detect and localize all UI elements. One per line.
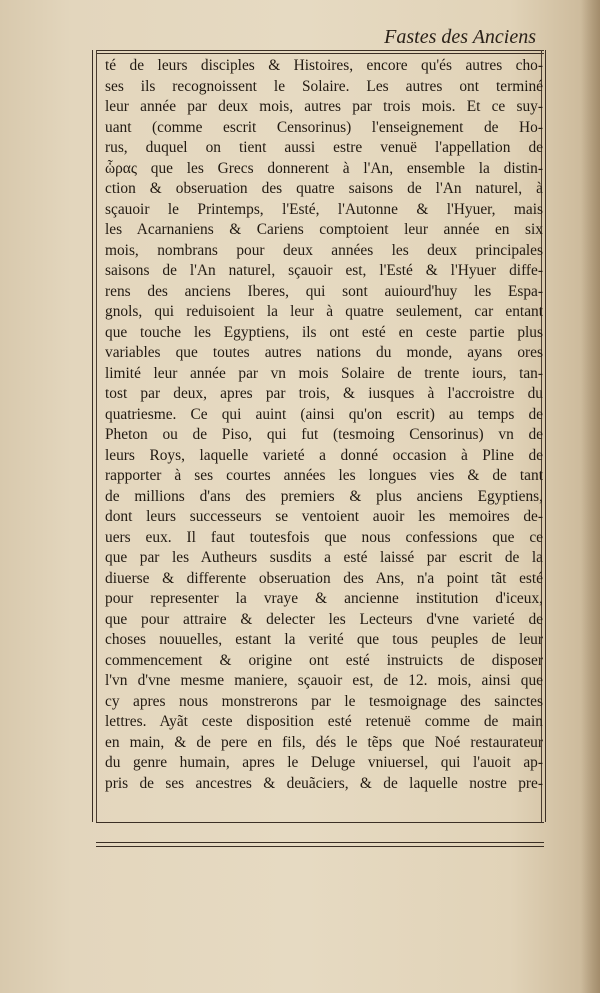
- text-line: que touche les Egyptiens, ils ont esté en ceste partie plus: [105, 323, 543, 341]
- text-line: mois, nombrans pour deux années les deux principales: [105, 241, 543, 259]
- footer-rule: [96, 822, 544, 823]
- text-line: commencement & origine ont esté instruicts de disposer: [105, 651, 543, 669]
- text-line: rens des anciens Iberes, qui sont auiourd'huy les Espa-: [105, 282, 543, 300]
- text-line: dont leurs successeurs se ventoient auoir les memoires de-: [105, 508, 543, 525]
- text-line: lettres. Ayãt ceste disposition esté retenuë comme de main: [105, 713, 543, 730]
- text-line: limité leur année par vn mois Solaire de trente iours, tan-: [105, 364, 543, 382]
- text-line: choses nouuelles, estant la verité que tous peuples de leur: [105, 631, 543, 648]
- text-line: que par les Autheurs susdits a esté laissé par escrit de la: [105, 549, 543, 566]
- text-line: les Acarnaniens & Cariens comptoient leur année en six: [105, 221, 543, 238]
- text-line: quatriesme. Ce qui auint (ainsi qu'on escrit) au temps de: [105, 405, 543, 423]
- text-line: que pour attraire & delecter les Lecteurs d'vne varieté de: [105, 610, 543, 628]
- text-line: cy apres nous monstrerons par le tesmoignage des sainctes: [105, 692, 543, 710]
- text-line: leur année par deux mois, autres par trois mois. Et ce suy-: [105, 98, 543, 115]
- page-edge-shadow: [580, 0, 600, 993]
- footer-rule-thin: [96, 846, 544, 847]
- running-title: Fastes des Anciens: [384, 26, 536, 48]
- text-line: té de leurs disciples & Histoires, encore qu'és autres cho-: [105, 57, 543, 74]
- text-line: Pheton ou de Piso, qui fut (tesmoing Censorinus) vn de: [105, 426, 543, 443]
- text-line: diuerse & differente obseruation des Ans, n'a point tãt esté: [105, 569, 543, 587]
- text-line: ction & obseruation des quatre saisons de l'An naturel, à: [105, 180, 543, 197]
- text-line: ὧρας que les Grecs donnerent à l'An, ensemble la distin-: [105, 159, 543, 177]
- text-line: rapporter à ses courtes années les longues vies & de tant: [105, 467, 543, 484]
- body-text: [105, 56, 543, 794]
- text-line: leurs Roys, laquelle varieté a donné occasion à Pline de: [105, 446, 543, 464]
- text-line: l'vn d'vne mesme maniere, sçauoir est, de 12. mois, ainsi que: [105, 672, 543, 689]
- text-line: ses ils recognoissent le Solaire. Les autres ont terminé: [105, 77, 543, 95]
- text-line: en main, & de pere en fils, dés le tẽps que Noé restaurateur: [105, 733, 543, 751]
- text-line: pour representer la vraye & ancienne institution d'iceux,: [105, 590, 543, 607]
- text-line: variables que toutes autres nations du monde, ayans ores: [105, 344, 543, 361]
- text-line: du genre humain, apres le Deluge vniuersel, qui l'auoit ap-: [105, 754, 543, 771]
- text-line: tost par deux, apres par trois, & iusques à l'accroistre du: [105, 385, 543, 402]
- text-line: pris de ses ancestres & deuãciers, & de laquelle nostre pre-: [105, 774, 543, 792]
- text-line: de millions d'ans des premiers & plus anciens Egyptiens,: [105, 487, 543, 505]
- running-header: [96, 26, 546, 50]
- text-line: rus, duquel on tient aussi estre venuë l'appellation de: [105, 139, 543, 156]
- text-line: uers eux. Il faut toutesfois que nous confessions que ce: [105, 528, 543, 546]
- text-line: gnols, qui reduisoient la leur à quatre seulement, car entant: [105, 303, 543, 320]
- text-line: uant (comme escrit Censorinus) l'enseignement de Ho-: [105, 118, 543, 136]
- footer-rule-double: [96, 842, 544, 843]
- text-line: saisons de l'An naturel, sçauoir est, l'Esté & l'Hyuer diffe-: [105, 262, 543, 279]
- text-line: sçauoir le Printemps, l'Esté, l'Autonne & l'Hyuer, mais: [105, 200, 543, 218]
